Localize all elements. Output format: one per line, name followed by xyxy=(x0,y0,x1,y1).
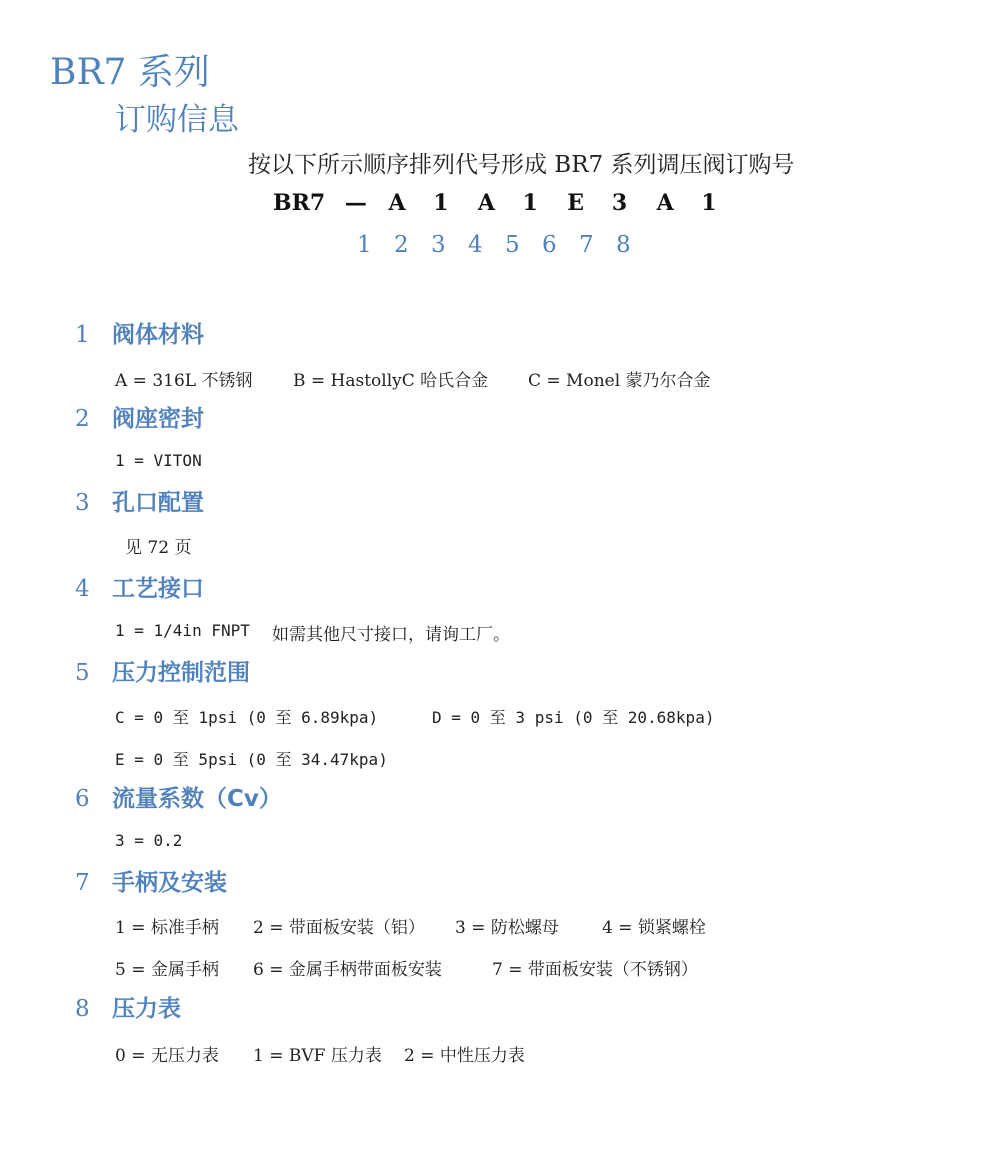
section-number: 6 xyxy=(75,786,90,812)
option-item: 3 = 防松螺母 xyxy=(455,918,559,938)
position-number: 6 xyxy=(542,232,557,258)
option-item: 2 = 中性压力表 xyxy=(404,1046,525,1066)
section-number: 8 xyxy=(75,996,90,1022)
option-item: 1 = BVF 压力表 xyxy=(253,1046,382,1066)
position-number: 7 xyxy=(579,232,594,258)
page-subtitle: 订购信息 xyxy=(115,102,239,138)
section-title: 手柄及安装 xyxy=(112,870,227,896)
option-item: 2 = 带面板安装（铝） xyxy=(253,918,425,938)
position-number: 4 xyxy=(468,232,483,258)
order-code-char: 1 xyxy=(433,190,449,216)
order-code-char: 3 xyxy=(611,190,628,216)
order-code-example xyxy=(273,190,738,216)
section-number: 4 xyxy=(75,576,90,602)
instruction-text: 按以下所示顺序排列代号形成 BR7 系列调压阀订购号 xyxy=(248,152,795,178)
section-title: 工艺接口 xyxy=(112,576,204,602)
section-heading xyxy=(75,654,250,687)
position-number: 1 xyxy=(357,232,372,258)
series-title: BR7 系列 xyxy=(50,52,210,93)
order-code-char: 1 xyxy=(701,190,717,216)
option-item: 见 72 页 xyxy=(125,538,192,558)
option-item: 1 = 1/4in FNPT xyxy=(115,621,250,640)
section-heading xyxy=(75,484,204,517)
section-heading xyxy=(75,990,181,1023)
section-heading xyxy=(75,864,227,897)
option-item: 1 = VITON xyxy=(115,451,202,470)
order-code-char: 1 xyxy=(522,190,538,216)
option-item: B = HastollyC 哈氏合金 xyxy=(293,371,489,391)
option-item: A = 316L 不锈钢 xyxy=(115,371,253,391)
section-title: 阀体材料 xyxy=(112,322,204,348)
option-item: 7 = 带面板安装（不锈钢） xyxy=(492,960,698,980)
option-item: E = 0 至 5psi (0 至 34.47kpa) xyxy=(115,750,388,769)
position-number: 3 xyxy=(431,232,446,258)
option-item: 5 = 金属手柄 xyxy=(115,960,219,980)
option-item: C = 0 至 1psi (0 至 6.89kpa) xyxy=(115,708,379,727)
order-code-char: A xyxy=(388,190,406,216)
order-code-char: A xyxy=(656,190,674,216)
section-number: 2 xyxy=(75,406,90,432)
position-number: 5 xyxy=(505,232,520,258)
option-item: 6 = 金属手柄带面板安装 xyxy=(253,960,442,980)
option-item: 0 = 无压力表 xyxy=(115,1046,219,1066)
option-item: 4 = 锁紧螺栓 xyxy=(602,918,706,938)
option-item: C = Monel 蒙乃尔合金 xyxy=(528,371,711,391)
section-title: 孔口配置 xyxy=(112,490,204,516)
order-code-char: A xyxy=(477,190,495,216)
section-number: 3 xyxy=(75,490,90,516)
section-heading xyxy=(75,400,204,433)
position-number: 8 xyxy=(616,232,631,258)
section-title: 流量系数（Cv） xyxy=(112,786,282,812)
section-title: 压力控制范围 xyxy=(112,660,250,686)
position-numbers xyxy=(357,232,653,258)
order-code-dash: — xyxy=(344,190,367,216)
section-number: 5 xyxy=(75,660,90,686)
option-item: D = 0 至 3 psi (0 至 20.68kpa) xyxy=(432,708,715,727)
section-number: 7 xyxy=(75,870,90,896)
section-heading xyxy=(75,570,204,603)
option-item: 1 = 标准手柄 xyxy=(115,918,219,938)
option-item: 3 = 0.2 xyxy=(115,831,183,850)
section-title: 压力表 xyxy=(112,996,181,1022)
section-heading xyxy=(75,780,282,813)
section-heading xyxy=(75,316,204,349)
section-title: 阀座密封 xyxy=(112,406,204,432)
option-note: 如需其他尺寸接口，请询工厂。 xyxy=(272,625,510,645)
position-number: 2 xyxy=(394,232,409,258)
section-number: 1 xyxy=(75,322,90,348)
order-code-prefix: BR7 xyxy=(273,190,326,216)
order-code-char: E xyxy=(567,190,584,216)
